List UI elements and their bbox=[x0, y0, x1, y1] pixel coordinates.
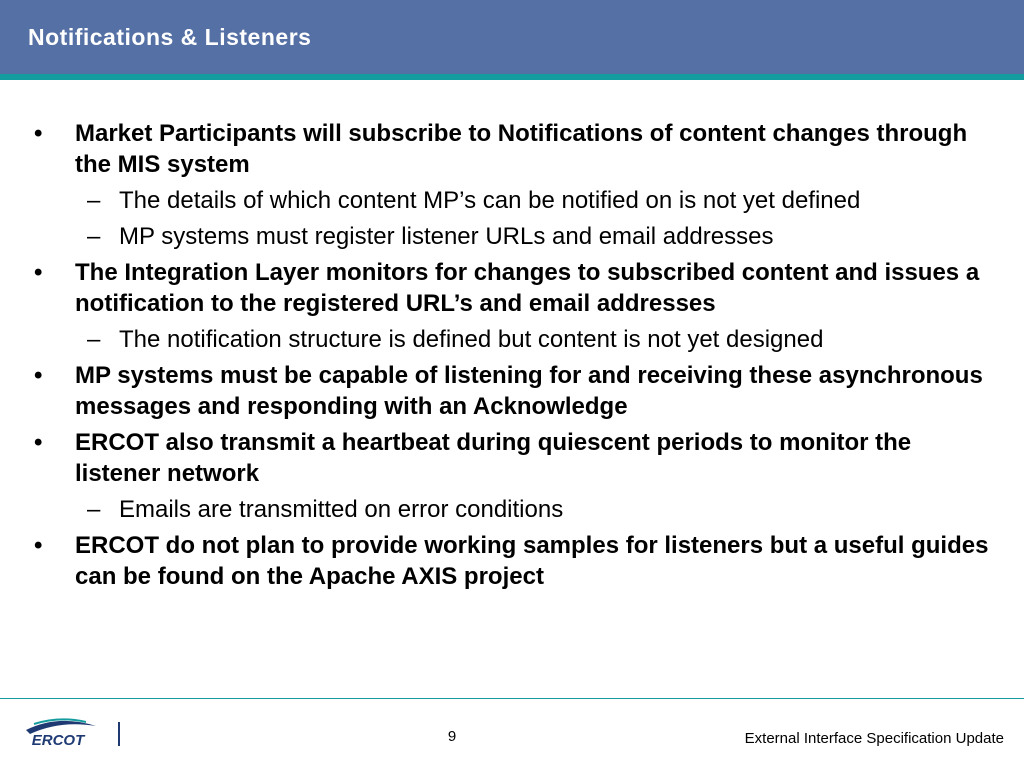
bullet-item bbox=[30, 118, 990, 180]
bullet-text: ERCOT also transmit a heartbeat during quiescent periods to monitor the listener network bbox=[75, 429, 912, 487]
sub-bullet-item bbox=[30, 324, 990, 355]
bullet-item bbox=[30, 427, 990, 489]
footer-divider-line bbox=[0, 698, 1024, 699]
dash-marker: – bbox=[87, 187, 101, 214]
bullet-marker: • bbox=[34, 120, 43, 147]
bullet-list bbox=[30, 118, 990, 597]
bullet-text: The Integration Layer monitors for changes to subscribed content and issues a notification to the registered URL’s and email addresses bbox=[75, 259, 980, 317]
dash-marker: – bbox=[87, 496, 101, 523]
bullet-text: MP systems must be capable of listening for and receiving these asynchronous messages and responding with an Acknowledge bbox=[75, 362, 983, 420]
sub-bullet-item bbox=[30, 221, 990, 252]
sub-bullet-text: The notification structure is defined but content is not yet designed bbox=[119, 326, 824, 353]
bullet-marker: • bbox=[34, 259, 43, 286]
bullet-marker: • bbox=[34, 429, 43, 456]
title-bar bbox=[0, 0, 1024, 74]
page-number: 9 bbox=[447, 728, 457, 745]
sub-bullet-item bbox=[30, 185, 990, 216]
logo-divider bbox=[118, 722, 120, 746]
sub-bullet-text: MP systems must register listener URLs and email addresses bbox=[119, 223, 774, 250]
sub-bullet-text: Emails are transmitted on error conditions bbox=[119, 496, 564, 523]
dash-marker: – bbox=[87, 326, 101, 353]
slide-title: Notifications & Listeners bbox=[28, 24, 312, 50]
sub-bullet-item bbox=[30, 494, 990, 525]
ercot-logo bbox=[20, 712, 100, 752]
bullet-marker: • bbox=[34, 362, 43, 389]
bullet-item bbox=[30, 530, 990, 592]
bullet-text: ERCOT do not plan to provide working samples for listeners but a useful guides can be found on the Apache AXIS project bbox=[75, 532, 989, 590]
bullet-text: Market Participants will subscribe to Notifications of content changes through the MIS system bbox=[75, 120, 968, 178]
title-accent-stripe bbox=[0, 74, 1024, 80]
bullet-marker: • bbox=[34, 532, 43, 559]
sub-bullet-text: The details of which content MP’s can be notified on is not yet defined bbox=[119, 187, 861, 214]
logo-text: ERCOT bbox=[31, 732, 85, 749]
bullet-item bbox=[30, 360, 990, 422]
bullet-item bbox=[30, 257, 990, 319]
presentation-title: External Interface Specification Update bbox=[744, 730, 1004, 747]
dash-marker: – bbox=[87, 223, 101, 250]
